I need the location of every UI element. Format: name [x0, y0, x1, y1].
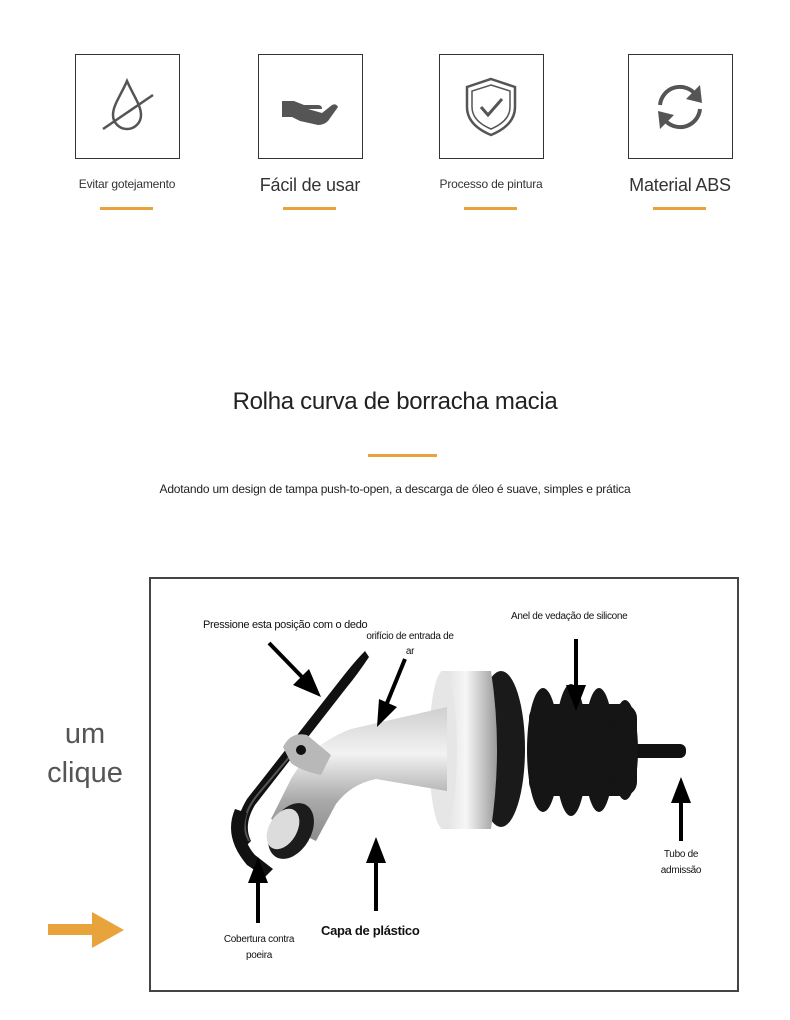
feature-icon-box — [628, 54, 733, 159]
feature-easy-use — [230, 54, 390, 196]
feature-no-drip — [47, 54, 207, 191]
feature-icon-box — [258, 54, 363, 159]
label-press-finger: Pressione esta posição com o dedo — [203, 619, 368, 631]
feature-label: Material ABS — [629, 175, 731, 195]
label-air-hole: orifício de entrada de ar — [366, 631, 454, 657]
label-silicone-ring: Anel de vedação de silicone — [511, 611, 628, 622]
accent-bar — [100, 207, 153, 210]
hand-icon — [274, 71, 346, 143]
arrow-right-icon — [48, 912, 126, 948]
feature-label: Fácil de usar — [259, 175, 361, 195]
label-plastic-cap: Capa de plástico — [321, 923, 420, 938]
feature-abs — [600, 54, 760, 196]
feature-painting — [411, 54, 571, 191]
section-title: Rolha curva de borracha macia — [232, 388, 558, 415]
accent-bar — [653, 207, 706, 210]
feature-label: Evitar gotejamento — [78, 177, 176, 191]
shield-check-icon — [455, 71, 527, 143]
side-text-line2: clique — [47, 757, 123, 789]
no-drip-icon — [91, 71, 163, 143]
product-diagram — [149, 577, 739, 992]
accent-bar — [283, 207, 336, 210]
label-dust-cover: Cobertura contra poeira — [223, 934, 295, 961]
feature-icon-box — [439, 54, 544, 159]
label-intake-tube: Tubo de admissão — [660, 849, 702, 876]
feature-label: Processo de pintura — [439, 177, 543, 191]
side-text-line1: um — [64, 718, 106, 750]
recycle-arrows-icon — [644, 71, 716, 143]
section-subtitle: Adotando um design de tampa push-to-open, a descarga de óleo é suave, simples e prática — [159, 482, 631, 496]
accent-bar — [464, 207, 517, 210]
title-accent-bar — [368, 454, 437, 457]
feature-icon-box — [75, 54, 180, 159]
